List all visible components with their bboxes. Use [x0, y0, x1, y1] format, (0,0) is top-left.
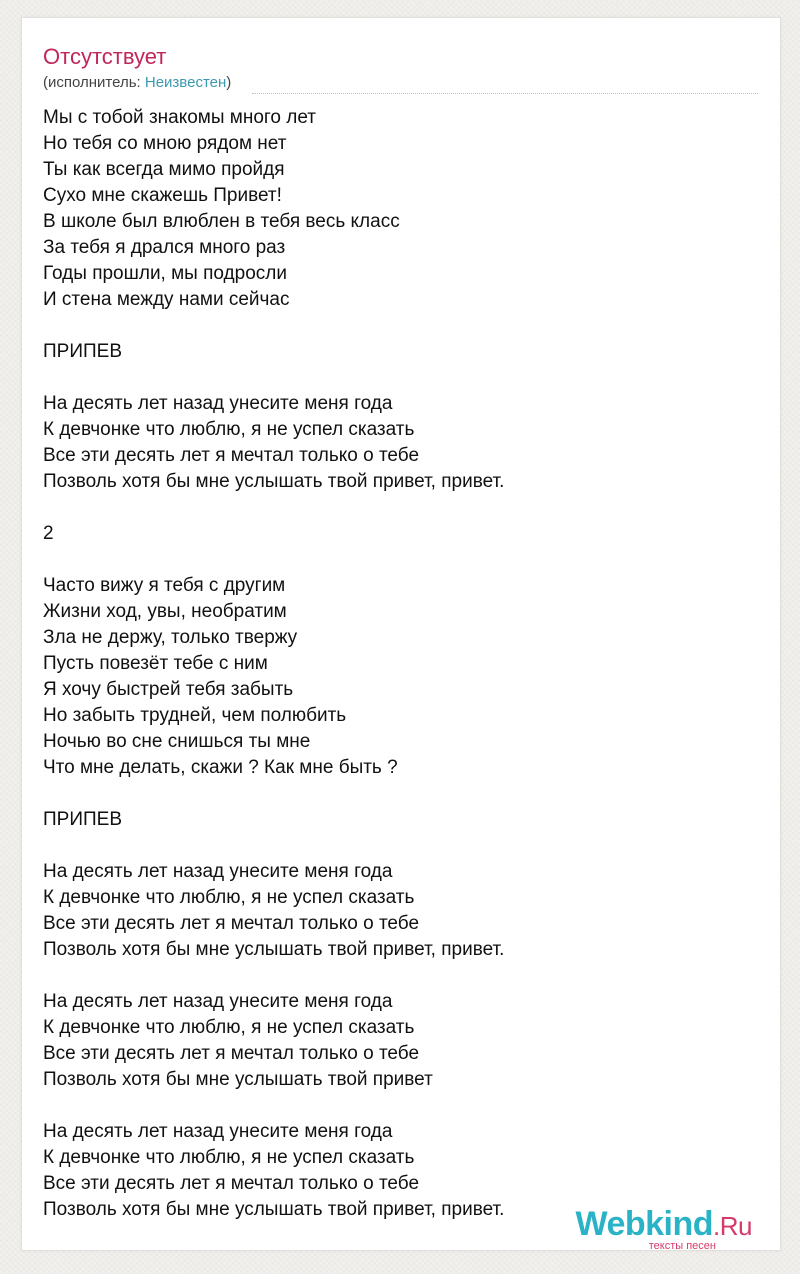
lyrics-body	[43, 105, 758, 1223]
lyric-line: Жизни ход, увы, необратим	[43, 601, 287, 622]
lyric-line: Все эти десять лет я мечтал только о тебе	[43, 1043, 420, 1064]
logo-wordmark	[552, 1206, 752, 1244]
lyric-line: Все эти десять лет я мечтал только о тебе	[43, 1173, 420, 1194]
logo-tagline: тексты песен	[648, 1240, 716, 1252]
lyric-line: Ночью во сне снишься ты мне	[43, 731, 311, 752]
lyric-line: В школе был влюблен в тебя весь класс	[43, 211, 400, 232]
artist-name-link[interactable]: Неизвестен	[144, 74, 227, 91]
artist-prefix: (исполнитель:	[43, 74, 145, 91]
lyric-line: Все эти десять лет я мечтал только о тебе	[43, 445, 420, 466]
lyric-line: На десять лет назад унесите меня года	[43, 991, 393, 1012]
stanza-gap	[43, 547, 758, 573]
lyric-line: 2	[43, 523, 54, 544]
logo-brand: Webkind	[575, 1205, 714, 1243]
stanza-gap	[43, 313, 758, 339]
lyric-line: К девчонке что люблю, я не успел сказать	[43, 1017, 415, 1038]
stanza-gap	[43, 833, 758, 859]
header-divider	[252, 93, 758, 94]
lyric-line: Зла не держу, только твержу	[43, 627, 298, 648]
lyric-line: На десять лет назад унесите меня года	[43, 861, 393, 882]
site-logo	[552, 1205, 752, 1252]
lyric-line: Я хочу быстрей тебя забыть	[43, 679, 294, 700]
lyric-line: Сухо мне скажешь Привет!	[43, 185, 282, 206]
lyric-line: Мы с тобой знакомы много лет	[43, 107, 317, 128]
lyric-line: Но забыть трудней, чем полюбить	[43, 705, 347, 726]
stanza-gap	[43, 781, 758, 807]
lyric-line: Часто вижу я тебя с другим	[43, 575, 286, 596]
lyric-line: ПРИПЕВ	[43, 809, 122, 830]
stanza-gap	[43, 1093, 758, 1119]
lyric-line: На десять лет назад унесите меня года	[43, 1121, 393, 1142]
lyric-line: На десять лет назад унесите меня года	[43, 393, 393, 414]
stanza-gap	[43, 365, 758, 391]
lyric-line: Позволь хотя бы мне услышать твой привет, привет.	[43, 1199, 505, 1220]
lyric-line: И стена между нами сейчас	[43, 289, 290, 310]
lyric-line: К девчонке что люблю, я не успел сказать	[43, 419, 415, 440]
logo-tld: .Ru	[713, 1211, 752, 1241]
lyric-line: Ты как всегда мимо пройдя	[43, 159, 285, 180]
lyric-line: К девчонке что люблю, я не успел сказать	[43, 1147, 415, 1168]
lyric-line: Годы прошли, мы подросли	[43, 263, 287, 284]
lyric-line: Позволь хотя бы мне услышать твой привет, привет.	[43, 471, 505, 492]
song-title: Отсутствует	[43, 44, 167, 69]
lyric-line: ПРИПЕВ	[43, 341, 122, 362]
lyric-line: Что мне делать, скажи ? Как мне быть ?	[43, 757, 398, 778]
lyric-line: Позволь хотя бы мне услышать твой привет, привет.	[43, 939, 505, 960]
lyric-line: За тебя я дрался много раз	[43, 237, 286, 258]
lyric-line: Но тебя со мною рядом нет	[43, 133, 287, 154]
lyric-line: Пусть повезёт тебе с ним	[43, 653, 268, 674]
lyric-line: Позволь хотя бы мне услышать твой привет	[43, 1069, 433, 1090]
stanza-gap	[43, 963, 758, 989]
lyrics-card	[21, 17, 781, 1251]
stanza-gap	[43, 495, 758, 521]
artist-suffix: )	[226, 74, 232, 91]
lyric-line: Все эти десять лет я мечтал только о тебе	[43, 913, 420, 934]
artist-line	[43, 73, 231, 93]
lyric-line: К девчонке что люблю, я не успел сказать	[43, 887, 415, 908]
